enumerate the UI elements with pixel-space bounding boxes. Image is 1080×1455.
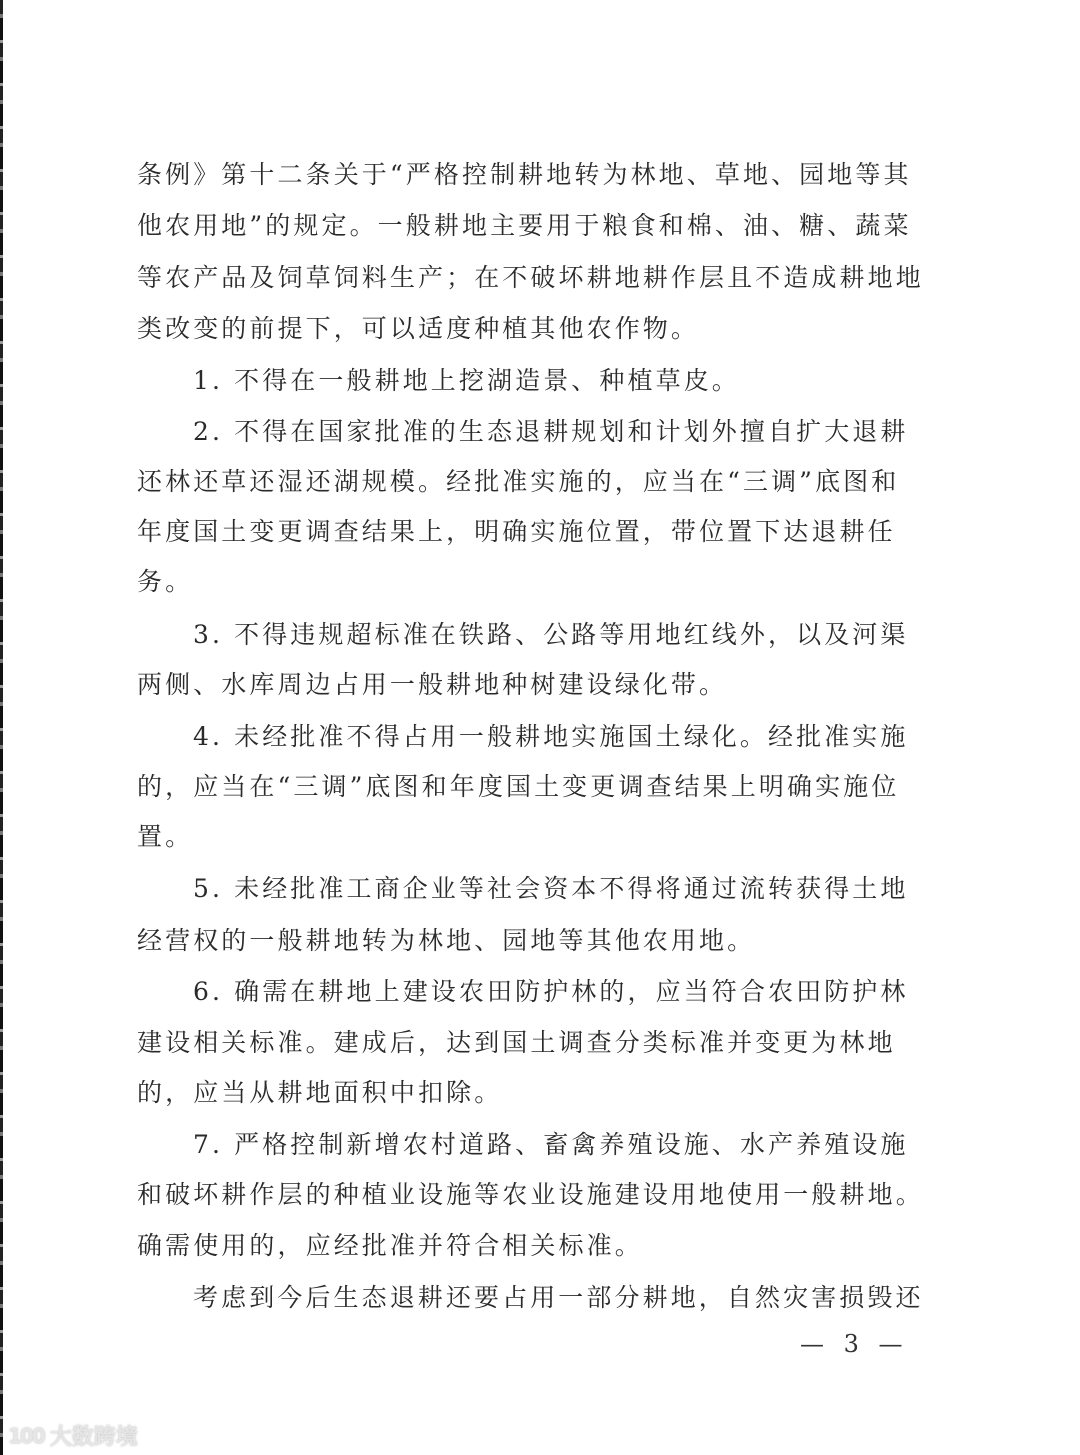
scan-edge <box>0 0 3 1455</box>
text-line: 务。 <box>137 567 194 596</box>
paragraph-start: 考虑到今后生态退耕还要占用一部分耕地，自然灾害损毁还 <box>193 1283 924 1312</box>
text-line: 建设相关标准。建成后，达到国土调查分类标准并变更为林地 <box>137 1028 896 1057</box>
watermark <box>8 1420 138 1451</box>
text-line: 条例》第十二条关于“严格控制耕地转为林地、草地、园地等其 <box>137 160 912 189</box>
text-line: 还林还草还湿还湖规模。经批准实施的，应当在“三调”底图和 <box>137 467 900 496</box>
text-line: 等农产品及饲草饲料生产；在不破坏耕地耕作层且不造成耕地地 <box>137 263 924 292</box>
page-number: — 3 — <box>800 1330 909 1358</box>
text-line: 两侧、水库周边占用一般耕地种树建设绿化带。 <box>137 670 728 699</box>
text-line: 类改变的前提下，可以适度种植其他农作物。 <box>137 314 700 343</box>
list-item-1: 1. 不得在一般耕地上挖湖造景、种植草皮。 <box>193 366 740 395</box>
list-item-6: 6. 确需在耕地上建设农田防护林的，应当符合农田防护林 <box>193 977 909 1006</box>
text-line: 确需使用的，应经批准并符合相关标准。 <box>137 1231 643 1260</box>
text-line: 的，应当从耕地面积中扣除。 <box>137 1078 503 1107</box>
list-item-7: 7. 严格控制新增农村道路、畜禽养殖设施、水产养殖设施 <box>193 1130 909 1159</box>
list-item-5: 5. 未经批准工商企业等社会资本不得将通过流转获得土地 <box>193 874 909 903</box>
watermark-logo: 100 <box>8 1423 44 1448</box>
text-line: 的，应当在“三调”底图和年度国土变更调查结果上明确实施位 <box>137 772 900 801</box>
watermark-text: 大数跨境 <box>49 1425 138 1450</box>
list-item-3: 3. 不得违规超标准在铁路、公路等用地红线外，以及河渠 <box>193 620 909 649</box>
text-line: 置。 <box>137 822 194 851</box>
list-item-4: 4. 未经批准不得占用一般耕地实施国土绿化。经批准实施 <box>193 722 909 751</box>
text-line: 经营权的一般耕地转为林地、园地等其他农用地。 <box>137 926 756 955</box>
text-line: 年度国土变更调查结果上，明确实施位置，带位置下达退耕任 <box>137 517 896 546</box>
text-line: 和破坏耕作层的种植业设施等农业设施建设用地使用一般耕地。 <box>137 1180 924 1209</box>
list-item-2: 2. 不得在国家批准的生态退耕规划和计划外擅自扩大退耕 <box>193 417 909 446</box>
text-line: 他农用地”的规定。一般耕地主要用于粮食和棉、油、糖、蔬菜 <box>137 211 912 240</box>
